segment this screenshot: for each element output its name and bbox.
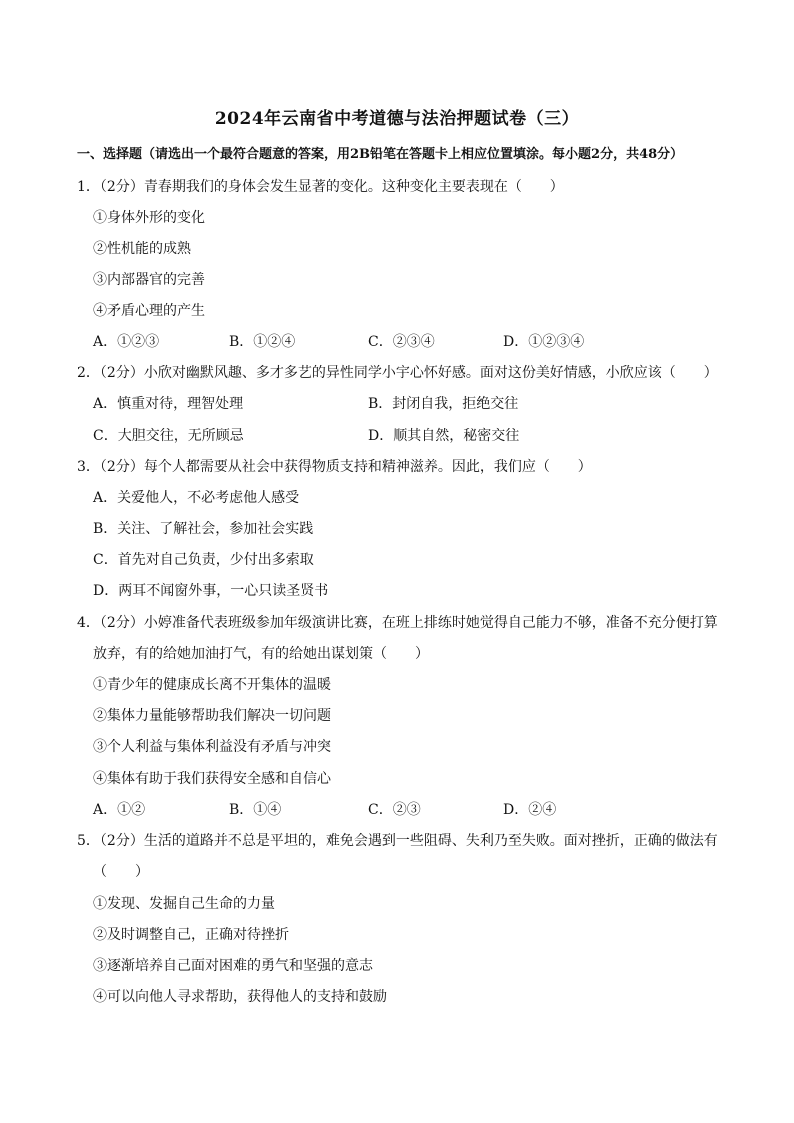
- question-2-stem: 2．（2分）小欣对幽默风趣、多才多艺的异性同学小宇心怀好感。面对这份美好情感，小欣应该（ ）: [77, 365, 718, 381]
- question-1-stem: 1．（2分）青春期我们的身体会发生显著的变化。这种变化主要表现在（ ）: [77, 179, 564, 195]
- question-4-item: ③个人利益与集体利益没有矛盾与冲突: [93, 739, 331, 755]
- question-5-stem: 5．（2分）生活的道路并不总是平坦的，难免会遇到一些阻碍、失利乃至失败。面对挫折，正确的做法有: [77, 833, 718, 849]
- question-3-choice-a[interactable]: A．关爱他人，不必考虑他人感受: [93, 490, 300, 506]
- question-5-item: ②及时调整自己，正确对待挫折: [93, 927, 289, 943]
- question-3-choice-b[interactable]: B．关注、了解社会，参加社会实践: [93, 521, 314, 537]
- question-1-item: ③内部器官的完善: [93, 272, 205, 288]
- question-2-choice-d[interactable]: D．顺其自然，秘密交往: [368, 428, 520, 444]
- section-heading: 一、选择题（请选出一个最符合题意的答案，用2B铅笔在答题卡上相应位置填涂。每小题2分，共48分）: [77, 147, 684, 162]
- question-5-stem-continued: （ ）: [93, 864, 149, 880]
- question-4-choice-b[interactable]: B．①④: [229, 802, 282, 818]
- question-4-stem: 4．（2分）小婷准备代表班级参加年级演讲比赛，在班上排练时她觉得自己能力不够，准备不充分便打算: [77, 615, 718, 631]
- question-4-item: ①青少年的健康成长离不开集体的温暖: [93, 677, 331, 693]
- question-5-item: ③逐渐培养自己面对困难的勇气和坚强的意志: [93, 958, 373, 974]
- page-title: 2024年云南省中考道德与法治押题试卷（三）: [214, 109, 580, 129]
- question-3-choice-d[interactable]: D．两耳不闻窗外事，一心只读圣贤书: [93, 583, 329, 599]
- question-1-item: ①身体外形的变化: [93, 210, 205, 226]
- question-1-choice-a[interactable]: A．①②③: [93, 334, 160, 350]
- question-4-choice-a[interactable]: A．①②: [93, 802, 146, 818]
- question-4-choice-c[interactable]: C．②③: [368, 802, 421, 818]
- question-3-stem: 3．（2分）每个人都需要从社会中获得物质支持和精神滋养。因此，我们应（ ）: [77, 459, 592, 475]
- question-1-choice-b[interactable]: B．①②④: [229, 334, 296, 350]
- question-5-item: ④可以向他人寻求帮助，获得他人的支持和鼓励: [93, 989, 387, 1005]
- question-5-item: ①发现、发掘自己生命的力量: [93, 896, 275, 912]
- question-1-item: ②性机能的成熟: [93, 241, 191, 257]
- question-4-item: ④集体有助于我们获得安全感和自信心: [93, 771, 331, 787]
- question-1-choice-d[interactable]: D．①②③④: [503, 334, 585, 350]
- question-2-choice-b[interactable]: B．封闭自我，拒绝交往: [368, 396, 519, 412]
- question-1-item: ④矛盾心理的产生: [93, 303, 205, 319]
- question-4-choice-d[interactable]: D．②④: [503, 802, 557, 818]
- question-4-stem-continued: 放弃，有的给她加油打气，有的给她出谋划策（ ）: [93, 646, 429, 662]
- question-4-item: ②集体力量能够帮助我们解决一切问题: [93, 708, 331, 724]
- question-3-choice-c[interactable]: C．首先对自己负责，少付出多索取: [93, 552, 314, 568]
- question-2-choice-c[interactable]: C．大胆交往，无所顾忌: [93, 428, 244, 444]
- question-1-choice-c[interactable]: C．②③④: [368, 334, 435, 350]
- question-2-choice-a[interactable]: A．慎重对待，理智处理: [93, 396, 244, 412]
